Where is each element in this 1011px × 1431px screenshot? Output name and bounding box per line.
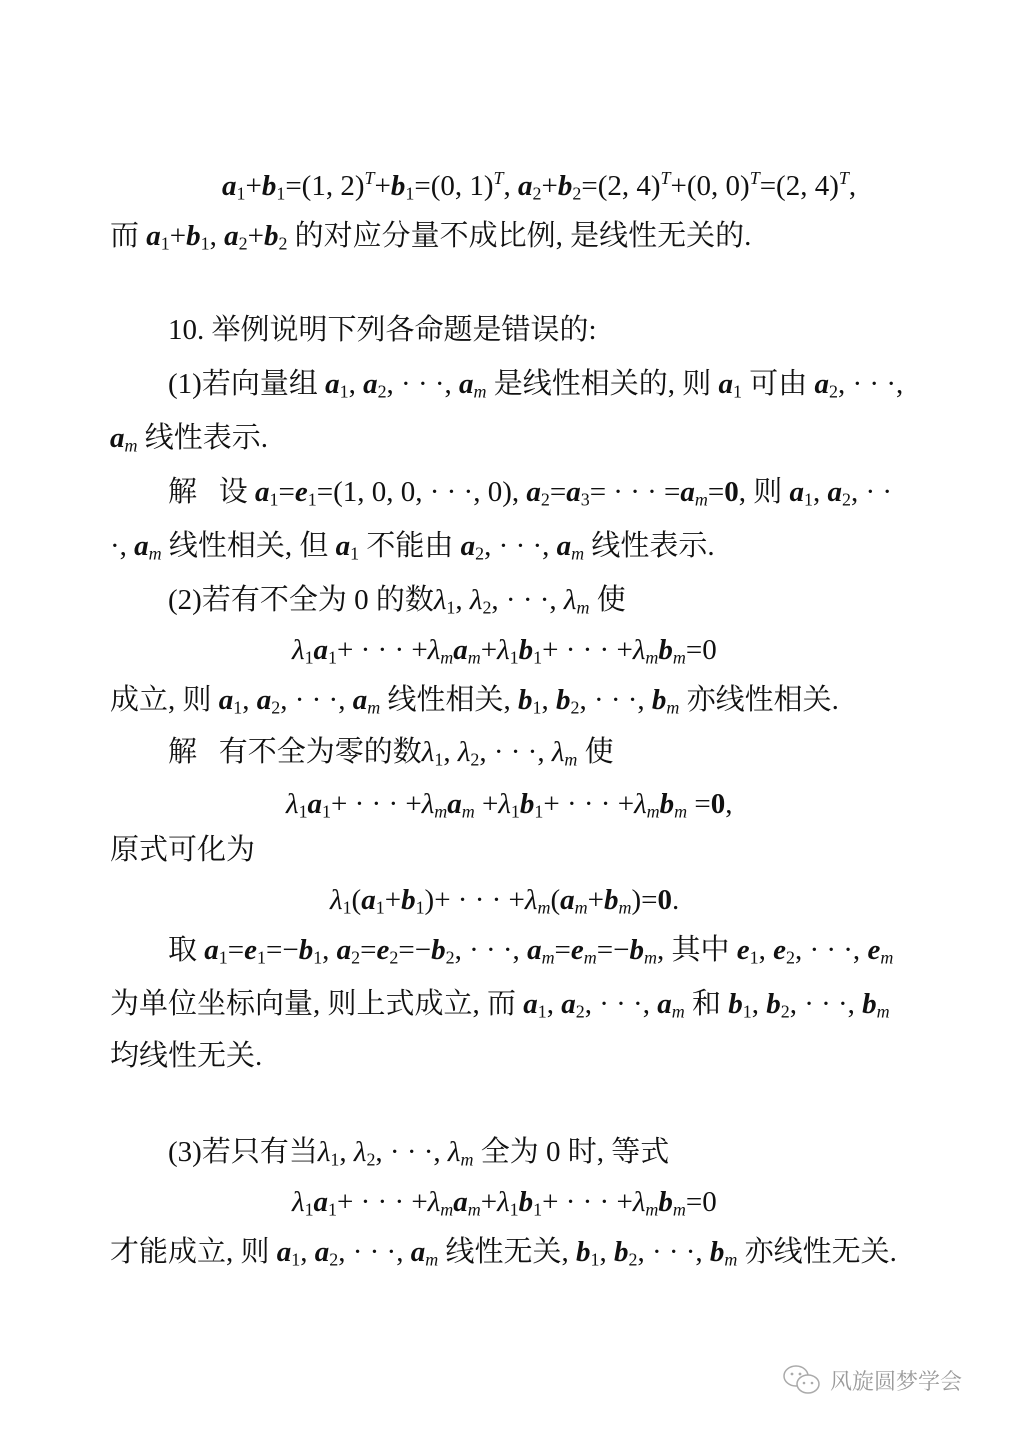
watermark (782, 1364, 962, 1396)
rewrite-label: 原式可化为 (110, 834, 256, 866)
part2-solution-line1: 解 有不全为零的数$\lambda_1$, $\lambda_2$, · · ·, $\lambda_m$ 使 (168, 736, 614, 770)
part3-statement-line1: (3)若只有当$\lambda_1$, $\lambda_2$, · · ·, $\lambda_m$ 全为 0 时, 等式 (168, 1136, 670, 1170)
part2-conclusion: 均线性无关. (110, 1040, 263, 1072)
continuation-conclusion-line: 而 $a_1+b_1$, $a_2+b_2$ 的对应分量不成比例, 是线性无关的. (110, 220, 752, 254)
watermark-text: 风旋圆梦学会 (830, 1369, 963, 1395)
part2-solution-line3: 取 $a_1=e_1=-b_1$, $a_2=e_2=-b_2$, · · ·, $a_m=e_m=-b_m$, 其中 $e_1$, $e_2$, · · ·, $e_m$ (168, 934, 894, 968)
part2-solution-line2 (110, 830, 255, 870)
part3-equation: $\lambda_1a_1+$ · · · $+\lambda_ma_m+\lambda_1b_1+$ · · · $+\lambda_mb_m=0$ (292, 1186, 717, 1220)
part3-statement-line3: 才能成立, 则 $a_1$, $a_2$, · · ·, $a_m$ 线性无关, $b_1$, $b_2$, · · ·, $b_m$ 亦线性无关. (110, 1236, 897, 1270)
part1-statement-line1: (1)若向量组 $a_1$, $a_2$, · · ·, $a_m$ 是线性相关的, 则 $a_1$ 可由 $a_2$, · · ·, (168, 368, 904, 402)
part2-equation: $\lambda_1a_1+$ · · · $+\lambda_ma_m+\lambda_1b_1+$ · · · $+\lambda_mb_m=0$ (292, 634, 717, 668)
part1-statement-line2: $a_m$ 线性表示. (110, 422, 268, 456)
problem-heading (168, 310, 597, 350)
part2-statement-line1: (2)若有不全为 0 的数$\lambda_1$, $\lambda_2$, · · ·, $\lambda_m$ 使 (168, 584, 626, 618)
problem-number: 10. (168, 314, 205, 346)
problem-title: 举例说明下列各命题是错误的: (211, 314, 597, 346)
part2-solution-line4: 为单位坐标向量, 则上式成立, 而 $a_1$, $a_2$, · · ·, $a_m$ 和 $b_1$, $b_2$, · · ·, $b_m$ (110, 988, 890, 1022)
part1-solution-line2: ·, $a_m$ 线性相关, 但 $a_1$ 不能由 $a_2$, · · ·, $a_m$ 线性表示. (110, 530, 715, 564)
continuation-equation: $a_1+b_1=(1$, $2)^T+b_1=(0$, 1)$^T$, $a_2+b_2=(2$, 4)$^T$+(0, 0)$^T$=(2, 4)$^T$, (222, 168, 857, 204)
wechat-icon (782, 1364, 822, 1396)
part2-solution-equation1: $\lambda_1a_1+$ · · · $+\lambda_ma_m +\lambda_1b_1+$ · · · $+\lambda_mb_m =0$, (286, 788, 733, 822)
part1-solution-line1: 解 设 $a_1=e_1=(1$, 0, 0, · · ·, 0), $a_2=a_3=$ · · · $=a_m=0$, 则 $a_1$, $a_2$, · · (168, 476, 893, 510)
part2-solution-equation2: $\lambda_1(a_1+b_1)+$ · · · $+\lambda_m(a_m+b_m)=0$. (330, 884, 680, 918)
part2-solution-line5 (110, 1036, 262, 1076)
part2-statement-line3: 成立, 则 $a_1$, $a_2$, · · ·, $a_m$ 线性相关, $b_1$, $b_2$, · · ·, $b_m$ 亦线性相关. (110, 684, 839, 718)
